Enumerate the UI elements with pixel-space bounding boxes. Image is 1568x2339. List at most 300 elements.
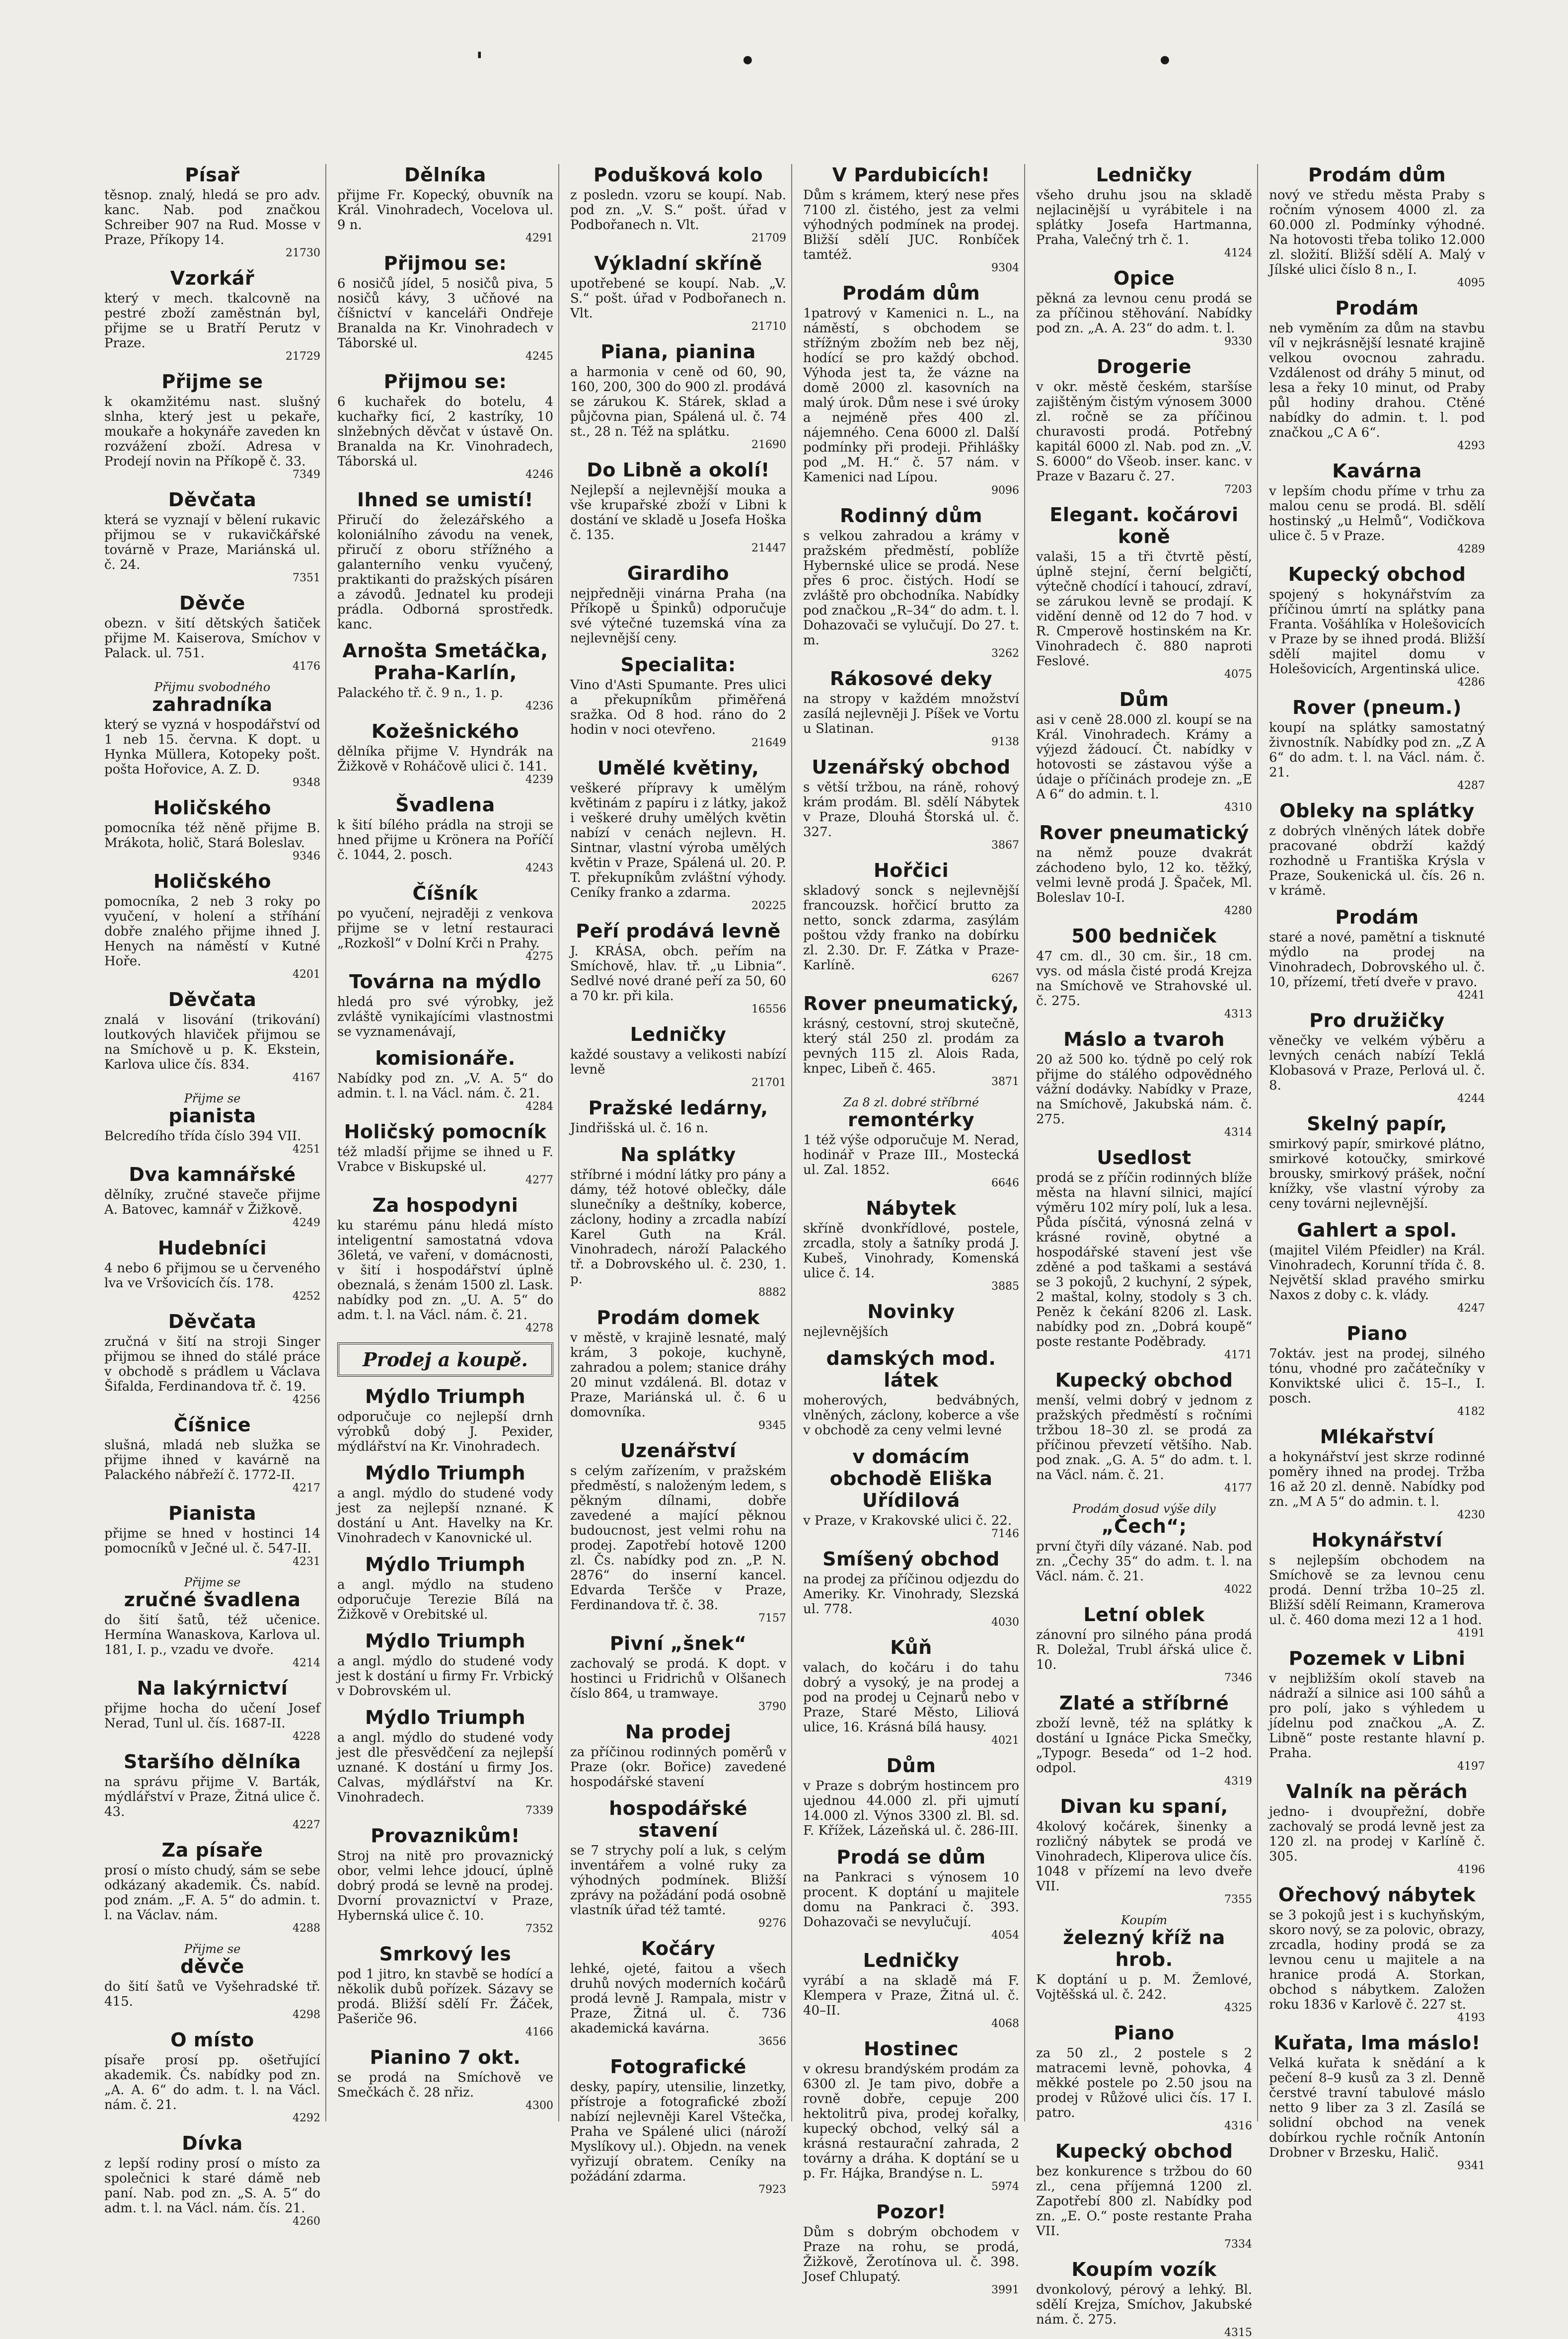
ad-title: Piano — [1114, 2022, 1175, 2044]
classified-ad — [1269, 1219, 1485, 1315]
ad-number: 3867 — [991, 839, 1019, 852]
ad-body: na stropy v každém množství zasílá nejlevněji J. Píšek ve Vortu u Slatinan. — [803, 692, 1019, 736]
ad-title: remontérky — [848, 1109, 974, 1131]
ad-body: menší, velmi dobrý v jednom z pražských předměstí s ročními tržbou 18–30 zl. se prodá za příčinou převzetí většího. Nab. pod znak. „G. A. 5“ do adm. t. l. na Václ. nám. č. 21. — [1036, 1393, 1252, 1482]
ad-body: vyrábí a na skladě má F. Klempera v Praze, Žitná ul. č. 40–II. — [803, 1973, 1019, 2018]
ad-title: Rover pneumatický, — [803, 993, 1019, 1014]
classified-ad — [104, 1576, 320, 1669]
classified-ad — [337, 640, 553, 712]
ad-number: 4193 — [1457, 2012, 1485, 2024]
ad-body: valach, do kočáru i do tahu dobrý a vysoký, je na prodej a pod na prodej u Cejnarů nebo v Praze, Staré Město, Liliová ulice, 16. Krásná bílá hausy. — [803, 1660, 1019, 1735]
ad-number: 4095 — [1457, 277, 1485, 289]
ad-body: dvonkolový, pérový a lehký. Bl. sdělí Krejza, Smíchov, Jakubské nám. č. 275. — [1036, 2282, 1252, 2327]
ad-body: Velká kuřata k snědání a k pečení 8–9 kusů za 3 zl. Denně čerstvé travní tabulové máslo netto 9 liber za 3 zl. Zasílá se solidní obchod na venek dobírkou rychle ročník Antonín Drobner v Brzesku, Halič. — [1269, 2056, 1485, 2160]
classified-ad — [337, 1630, 553, 1699]
ad-body: s celým zařízením, v pražském předměstí, s naloženým ledem, s pěkným dílnami, dobře zavedené a mající pěknou budoucnost, jest velmi rohu na prodej. Zapotřebí hotově 1200 zl. Čs. nabídky pod zn. „P. N. 2876“ do inserní kancel. Edvarda Teršče v Praze, Ferdinandova tř. č. 38. — [570, 1464, 786, 1613]
ad-number: 21729 — [286, 350, 320, 363]
ad-body: desky, papíry, utensilie, linzetky, přístroje a fotografické zboží nabízí nejlevněji Karel Vštečka, Praha ve Spálené ulici (nároží Myslíkovy ul.). Objedn. na venek vyřizují obratem. Ceníky na požádání zdarma. — [570, 2080, 786, 2184]
ad-body: dělníky, zručné staveče přijme A. Batovec, kamnář v Žižkově. — [104, 1187, 320, 1217]
ad-number: 3790 — [758, 1701, 786, 1713]
ad-number: 4022 — [1224, 1583, 1252, 1596]
classified-ad — [803, 1755, 1019, 1838]
ad-title: Prodám — [1335, 906, 1419, 928]
ad-title: Piana, pianina — [600, 341, 756, 363]
ad-kicker: Přijme se — [184, 1575, 241, 1589]
classified-ad — [1269, 1323, 1485, 1418]
ad-title: Kuřata, lma máslo! — [1273, 2032, 1481, 2054]
ad-number: 9341 — [1457, 2160, 1485, 2172]
ad-title: Továrna na mýdlo — [349, 971, 541, 993]
classified-ad — [104, 1311, 320, 1406]
ad-number: 7355 — [1224, 1893, 1252, 1906]
ad-title: Mýdlo Triumph — [365, 1386, 526, 1407]
ad-title: Dívka — [182, 2132, 243, 2154]
classified-ad — [337, 1554, 553, 1622]
ad-number: 9346 — [293, 850, 320, 862]
classified-ad — [104, 1164, 320, 1229]
ad-title: Provaznikům! — [371, 1825, 520, 1847]
top-mark-center: • — [740, 47, 755, 75]
ad-title: Kupecký obchod — [1055, 1369, 1233, 1391]
ad-title: Dělníka — [404, 164, 486, 186]
classified-ad — [1036, 1028, 1252, 1139]
ad-number: 4313 — [1224, 1008, 1252, 1020]
ad-body: a angl. mýdlo do studené vody jest k dostání u firmy Fr. Vrbický v Dobrovském ul. — [337, 1654, 553, 1699]
classified-ad — [1036, 1604, 1252, 1684]
ad-body: nejlevnějších — [803, 1325, 889, 1339]
ad-number: 4176 — [293, 660, 320, 673]
ad-title: Arnošta Smetáčka, Praha-Karlín, — [342, 640, 548, 684]
ad-number: 4284 — [525, 1100, 553, 1113]
ad-body: též mladší přijme se ihned u F. Vrabce v Biskupské ul. — [337, 1145, 553, 1174]
ad-number: 4249 — [293, 1217, 320, 1229]
ad-number: 4241 — [1457, 989, 1485, 1002]
ad-number: 21447 — [751, 542, 786, 554]
classified-ad — [1036, 2022, 1252, 2132]
ad-title: Rover (pneum.) — [1292, 697, 1462, 718]
classified-ad — [803, 1347, 1019, 1438]
classified-ad — [1036, 164, 1252, 259]
ad-number: 7346 — [1224, 1672, 1252, 1684]
classified-ad — [1269, 1113, 1485, 1211]
ad-title: Specialita: — [620, 654, 736, 676]
ad-title: Ledničky — [863, 1949, 960, 1971]
ad-title: Usedlost — [1097, 1147, 1192, 1169]
classified-ad — [337, 1047, 553, 1113]
ad-body: na prodej za příčinou odjezdu do Ameriky. Kr. Vinohrady, Slezská ul. 778. — [803, 1572, 1019, 1617]
ad-title: Přijme se — [161, 371, 263, 392]
ad-number: 4166 — [525, 2026, 553, 2038]
classified-ad — [803, 1637, 1019, 1747]
classified-ad — [104, 1092, 320, 1156]
ad-number: 4245 — [525, 350, 553, 363]
ad-title: Na lakýrnictví — [137, 1677, 288, 1699]
classified-ad — [803, 1446, 1019, 1540]
ad-body: bez konkurence s tržbou do 60 zl., cena příjemná 1200 zl. Zapotřebí 800 zl. Nabídky pod zn. „E. O.“ poste restante Praha VII. — [1036, 2164, 1252, 2239]
ad-body: v nejbližším okolí staveb na nádraží a silnice asi 100 sáhů a pro polí, jako s výhledem u jídelnu pod značkou „A. Z. Libně“ poste restante hlavní p. Praha. — [1269, 1671, 1485, 1761]
ad-title: Ledničky — [1096, 164, 1193, 186]
ad-number: 4075 — [1224, 668, 1252, 681]
classified-ad — [1269, 1529, 1485, 1639]
ad-number: 3262 — [991, 647, 1019, 660]
ad-body: na správu přijme V. Barták, mýdlářství v Praze, Žitná ulice č. 43. — [104, 1775, 320, 1819]
ad-number: 4260 — [293, 2215, 320, 2228]
ad-title: Smíšený obchod — [822, 1548, 1000, 1570]
ad-title: Mýdlo Triumph — [365, 1554, 526, 1575]
ad-body: Jindřišská ul. č. 16 n. — [570, 1121, 709, 1136]
ad-title: Rover pneumatický — [1039, 822, 1249, 844]
ad-title: O místo — [170, 2029, 254, 2051]
ad-title: 500 bedniček — [1071, 925, 1217, 947]
ad-title: Prodám dům — [842, 282, 980, 304]
ad-number: 4124 — [1224, 247, 1252, 259]
classified-ad — [337, 1825, 553, 1935]
ad-body: K doptání u p. M. Žemlové, Vojtěšská ul. č. 242. — [1036, 1972, 1252, 2002]
ad-title: Mýdlo Triumph — [365, 1707, 526, 1728]
ad-body: zručná v šití na stroji Singer přijmou se ihned do stálé práce v obchodě s prádlem u Václava Šifalda, Ferdinandova tř. č. 19. — [104, 1334, 320, 1394]
ad-body: v Praze s dobrým hostincem pro ujednou 44.000 zl. při ujmutí 14.000 zl. Výnos 3300 zl. Bl. sd. F. Křížek, Lázeňská ul. č. 286-III. — [803, 1779, 1019, 1838]
classified-ad — [104, 1839, 320, 1935]
ad-title: Rodinný dům — [839, 505, 983, 527]
ad-body: který v mech. tkalcovně na pestré zboží zaměstnán byl, přijme se u Bratří Perutz v Praze. — [104, 291, 320, 351]
ad-body: smirkový papír, smirkové plátno, smirkové kotoučky, smirkové brousky, smirkový prášek, noční knížky, vše vlastní výroby za ceny továrni nejlevnější. — [1269, 1137, 1485, 1211]
ad-body: 6 nosičů jídel, 5 nosičů piva, 5 nosičů kávy, 3 učňové na číšnictví v kanceláři Ondřeje Branalda na Kr. Vinohradech v Táborské ul. — [337, 276, 553, 351]
ad-number: 4293 — [1457, 440, 1485, 452]
ad-body: přijme Fr. Kopecký, obuvník na Král. Vinohradech, Vocelova ul. 9 n. — [337, 188, 553, 233]
ad-title: Kůň — [890, 1637, 932, 1658]
ad-body: Stroj na nitě pro provaznický obor, velmi lehce jdoucí, úplně dobrý prodá se levně na prodej. Dvorní provaznictví v Praze, Hybernská ulice č. 10. — [337, 1849, 553, 1923]
ad-number: 4191 — [1457, 1627, 1485, 1639]
ad-title: Uzenářský obchod — [812, 756, 1011, 778]
ad-number: 4214 — [293, 1657, 320, 1669]
ad-number: 4217 — [293, 1482, 320, 1494]
classified-ad — [1269, 697, 1485, 792]
ad-title: Dům — [886, 1755, 936, 1777]
classified-ad — [1036, 267, 1252, 348]
classified-ad — [1269, 1647, 1485, 1773]
ad-title: Na prodej — [625, 1721, 732, 1743]
ad-body: staré a nové, pamětní a tisknuté mýdlo na prodej na Vinohradech, Dobrovského ul. č. 10, přízemí, třetí dveře v pravo. — [1269, 930, 1485, 990]
ad-title: Valník na pěrách — [1286, 1781, 1468, 1802]
ad-number: 3885 — [991, 1280, 1019, 1293]
ad-title: Mýdlo Triumph — [365, 1462, 526, 1484]
ad-title: Kupecký obchod — [1055, 2140, 1233, 2162]
classified-ad — [1269, 297, 1485, 452]
ad-number: 9276 — [758, 1917, 786, 1930]
classified-ad — [803, 1548, 1019, 1629]
ad-title: Umělé květiny, — [597, 757, 759, 779]
ad-title: Hokynářství — [1311, 1529, 1443, 1551]
ad-number: 21649 — [751, 737, 786, 749]
ad-number: 21730 — [286, 247, 320, 259]
classified-ad — [337, 882, 553, 963]
classified-ad — [570, 252, 786, 333]
ad-body: zánovní pro silného pána prodá R. Doležal, Trubl ářská ulice č. 10. — [1036, 1628, 1252, 1672]
ad-number: 21710 — [751, 320, 786, 333]
ad-body: 6 kuchařek do botelu, 4 kuchařky ficí, 2 kastríky, 10 slnžebných děvčat v ústavě On. Branalda na Kr. Vinohradech, Táborská ul. — [337, 394, 553, 469]
ad-number: 4277 — [525, 1174, 553, 1186]
classified-ad — [337, 1707, 553, 1817]
classified-ad — [570, 1440, 786, 1625]
classified-ad — [104, 1751, 320, 1831]
ad-body: se 7 strychy polí a luk, s celým inventářem a volné ruky za výhodných podmínek. Bližší zprávy na požádání podá osobně vlastník úřad též tamté. — [570, 1843, 786, 1918]
ad-body: za příčinou rodinných poměrů v Praze (okr. Bořice) zavedené hospodářské stavení — [570, 1745, 786, 1790]
classified-ad — [1036, 1147, 1252, 1361]
ad-title: Staršího dělníka — [124, 1751, 301, 1773]
ad-body: ku starému pánu hledá místo inteligentní samostatná vdova 36letá, ve vaření, v domácnosti, v šití i hospodářství úplně obeznalá, s ženám 1500 zl. Lask. nabídky pod zn. „U. A. 5“ do adm. t. l. na Václ. nám. č. 21. — [337, 1218, 553, 1323]
ad-kicker: Přijme se — [184, 1942, 241, 1956]
classified-ad — [570, 1144, 786, 1299]
ad-body: skladový sonck s nejlevnější francouzsk. hořčicí brutto za netto, sonck zdarma, zasýlám poštou vždy franko na dobírku zl. 2.30. Dr. F. Zátka v Praze-Karlíně. — [803, 883, 1019, 973]
ad-number: 4021 — [991, 1734, 1019, 1747]
ad-title: Přijmou se: — [383, 371, 507, 392]
ad-body: který se vyzná v hospodářství od 1 neb 15. června. K dopt. u Hynka Müllera, Kotopeky pošt. pošta Hořovice, A. Z. D. — [104, 717, 320, 777]
ad-number: 4054 — [991, 1929, 1019, 1942]
ad-body: asi v ceně 28.000 zl. koupí se na Král. Vinohradech. Krámy a výjezd žádoucí. Čt. nabídky v hotovosti se zástavou výše a údaje o příčinách prodeje zn. „E A 6“ do admin. t. l. — [1036, 712, 1252, 802]
classified-ad — [1269, 800, 1485, 898]
ad-column — [1264, 164, 1490, 2172]
ad-title: Holičského — [153, 870, 272, 892]
classified-ad — [104, 989, 320, 1084]
classified-page — [99, 164, 1490, 2339]
classified-ad — [803, 282, 1019, 497]
ad-body: pomocníka též něně přijme B. Mrákota, holič, Stará Boleslav. — [104, 821, 320, 851]
ad-number: 4287 — [1457, 780, 1485, 792]
ad-number: 4314 — [1224, 1126, 1252, 1139]
classified-ad — [337, 1121, 553, 1186]
ad-title: Prodám — [1335, 297, 1419, 319]
ad-number: 4300 — [525, 2100, 553, 2112]
ad-number: 7203 — [1224, 483, 1252, 496]
ad-title: Hořčici — [873, 859, 949, 881]
ad-number: 7339 — [525, 1804, 553, 1817]
ad-number: 4319 — [1224, 1775, 1252, 1788]
ad-number: 4243 — [525, 862, 553, 874]
classified-ad — [570, 920, 786, 1015]
ad-body: Belcredího třída číslo 394 VII. — [104, 1129, 301, 1144]
ad-number: 9138 — [991, 736, 1019, 748]
ad-body: neb vyměním za dům na stavbu víl v nejkrásnější lesnaté krajině velkou ovocnou zahradu. Vzdálenost od dráhy 5 minut, od lesa a řeky 10 minut, od Praby půl hodiny drahou. Ctěné nabídky do admin. t. l. pod značkou „C A 6“. — [1269, 321, 1485, 440]
ad-body: na Pankraci s výnosem 10 procent. K doptání u majitele domu na Pankraci č. 393. Dohazovači se nevylučují. — [803, 1870, 1019, 1930]
ad-body: 7oktáv. jest na prodej, silného tónu, vhodné pro začátečníky v Konviktské ulici č. 15–I., I. posch. — [1269, 1346, 1485, 1406]
ad-kicker: Za 8 zl. dobré stříbrné — [843, 1095, 979, 1109]
ad-number: 4246 — [525, 468, 553, 481]
ad-body: a angl. mýdlo do studené vody jest za nejlepší nznané. K dostání u Ant. Havelky na Kr. Vinohradech v Kanovnické ul. — [337, 1486, 553, 1546]
ad-title: Děvčata — [168, 1311, 257, 1332]
ad-title: V Pardubicích! — [832, 164, 990, 186]
classified-ad — [1036, 2259, 1252, 2339]
ad-number: 9348 — [293, 777, 320, 789]
ad-title: Výkladní skříně — [594, 252, 762, 274]
ad-body: po vyučení, nejraději z venkova přijme se v letní restauraci „Rozkošl“ v Dolní Krči n Prahy. — [337, 906, 553, 951]
ad-number: 4239 — [525, 774, 553, 786]
ad-body: Nabídky pod zn. „V. A. 5“ do admin. t. l. na Václ. nám. č. 21. — [337, 1071, 553, 1101]
ad-body: v městě, v krajině lesnaté, malý krám, 3 pokoje, kuchyně, zahradou a polem; stanice dráhy 20 minut vzdálená. Bl. dotaz v Praze, Mariánská ul. č. 6 u domovníka. — [570, 1330, 786, 1420]
ad-title: Ihned se umistí! — [357, 489, 533, 511]
ad-body: na němž pouze dvakrát záchodeno bylo, 12 ko. těžký, velmi levně prodá J. Špaček, Ml. Boleslav 10-I. — [1036, 846, 1252, 905]
ad-body: 20 až 500 ko. týdně po celý rok přijme do stálého odpovědného vážní dodávky. Nabídky v Praze, na Smíchově, Jakubská nám. č. 275. — [1036, 1052, 1252, 1127]
ad-title: Číšnice — [173, 1414, 251, 1436]
ad-body: se prodá na Smíchově ve Smečkách č. 28 nřiz. — [337, 2070, 553, 2100]
classified-ad — [803, 1096, 1019, 1189]
ad-body: z dobrých vlněných látek dobře pracované obdrží každý rozhodně u Františka Krýsla v Praze, Soukenická ul. čís. 26 n. v krámě. — [1269, 824, 1485, 898]
ad-body: (majitel Vilém Pfeidler) na Král. Vinohradech, Korunní třída č. 8. Největší sklad pravého smirku Naxos z doby c. k. vlády. — [1269, 1243, 1485, 1303]
ad-number: 3871 — [991, 1076, 1019, 1088]
ad-title: Kočáry — [641, 1938, 716, 1959]
top-mark-right: • — [1157, 47, 1173, 75]
ad-kicker: Přijme se — [184, 1092, 241, 1105]
classified-ad — [104, 2132, 320, 2228]
ad-title: Švadlena — [395, 794, 495, 816]
ad-title: Máslo a tvaroh — [1063, 1028, 1225, 1050]
ad-number: 3991 — [991, 2284, 1019, 2296]
ad-number: 7334 — [1224, 2238, 1252, 2251]
ad-title: zahradníka — [152, 694, 273, 715]
classified-ad — [1269, 906, 1485, 1002]
ad-body: a hokynářství jest skrze rodinné poměry ihned na prodej. Tržba 16 až 20 zl. denně. Nabídky pod zn. „M A 5“ do admin. t. l. — [1269, 1450, 1485, 1509]
classified-ad — [104, 870, 320, 981]
ad-number: 9304 — [991, 262, 1019, 274]
ad-body: a angl. mýdlo na studeno odporučuje Terezie Bílá na Žižkově v Orebitské ul. — [337, 1577, 553, 1622]
classified-ad — [1269, 164, 1485, 289]
ad-body: pěkná za levnou cenu prodá se za příčinou stěhování. Nabídky pod zn. „A. A. 23“ do adm. t. l. — [1036, 291, 1252, 336]
classified-ad — [803, 1197, 1019, 1293]
ad-number: 4228 — [293, 1730, 320, 1743]
ad-number: 4251 — [293, 1143, 320, 1156]
classified-ad — [803, 1301, 1019, 1339]
ad-title: Děvče — [179, 592, 245, 614]
ad-title: v domácím obchodě Eliška Uřídilová — [829, 1446, 993, 1511]
ad-title: Podušková kolo — [593, 164, 763, 186]
top-mark-left: ' — [476, 47, 483, 75]
ad-body: za 50 zl., 2 postele s 2 matracemi levně, pohovka, 4 měkké postele po 2.50 jsou na prodej v Růžové ulici čís. 17 I. patro. — [1036, 2046, 1252, 2120]
ad-number: 4315 — [1224, 2327, 1252, 2339]
ad-number: 4289 — [1457, 543, 1485, 555]
classified-ad — [104, 371, 320, 481]
ad-title: Ořechový nábytek — [1278, 1884, 1476, 1906]
ad-body: pod 1 jitro, kn stavbě se hodící a několik dubů pořízek. Sázavy se prodá. Bližší sdělí Fr. Žáček, Pašeriče 96. — [337, 1967, 553, 2027]
classified-ad — [337, 371, 553, 481]
ad-title: Dům — [1119, 689, 1169, 710]
ad-title: Písař — [185, 164, 240, 186]
classified-ad — [570, 2056, 786, 2196]
classified-ad — [570, 1797, 786, 1930]
ad-title: Holičského — [153, 797, 272, 819]
ad-title: Za písaře — [161, 1839, 263, 1861]
ad-title: Holičský pomocník — [344, 1121, 547, 1143]
ad-body: veškeré přípravy k umělým květinám z papíru i z látky, jakož i veškeré druhy umělých květin nabízí v cenách nejlevn. H. Sintnar, vlastní výroba umělých květin v Praze, Spálená ul. 20. P. T. překupníkům zvláštní výhody. Ceníky franko a zdarma. — [570, 781, 786, 900]
ad-kicker: Prodám dosud výše dily — [1072, 1502, 1216, 1516]
ad-title: zručné švadlena — [124, 1589, 301, 1611]
ad-number: 9330 — [1224, 335, 1252, 348]
classified-ad — [570, 1938, 786, 2048]
ad-body: obezn. v šití dětských šatiček přijme M. Kaiserova, Smíchov v Palack. ul. 751. — [104, 616, 320, 661]
ad-title: Do Libně a okolí! — [587, 459, 770, 481]
ad-body: 47 cm. dl., 30 cm. šir., 18 cm. vys. od másla čisté prodá Krejza na Smíchově ve Strahovské ul. č. 275. — [1036, 949, 1252, 1009]
ad-body: krásný, cestovní, stroj skutečně, který stál 250 zl. prodám za pevných 115 zl. Alois Rada, knpec, Libeň č. 465. — [803, 1016, 1019, 1076]
ad-body: v okresu brandýském prodám za 6300 zl. Je tam pivo, dobře a rovně dobře, cepuje 200 hektolitrů piva, prodej kořalky, kupecký obchod, velký sál a krásná restaurační zahrada, 2 továrny a dráha. K doptání se u p. Fr. Hájka, Brandýse n. L. — [803, 2062, 1019, 2181]
ad-body: věnečky ve velkém výběru a levných cenách nabízí Teklá Klobasová v Praze, Perlová ul. č. 8. — [1269, 1033, 1485, 1093]
ad-number: 6646 — [991, 1177, 1019, 1189]
ad-title: Kupecký obchod — [1288, 563, 1466, 585]
ad-body: z lepší rodiny prosí o místo za společnici k staré dámě neb paní. Nab. pod zn. „S. A. 5“ do adm. t. l. na Václ. nám. čís. 21. — [104, 2156, 320, 2216]
ad-body: Dům s dobrým obchodem v Praze na rohu, se prodá, Žižkově, Žerotínova ul. č. 398. Josef Chlupatý. — [803, 2225, 1019, 2284]
ad-body: v lepším chodu příme v trhu za malou cenu se prodá. Bl. sdělí hostinský „u Helmů“, Vodičkova ulice č. 5 v Praze. — [1269, 484, 1485, 544]
classified-ad — [803, 164, 1019, 274]
ad-body: spojený s hokynářstvím za příčinou úmrtí na splátky pana Franta. Vošáhlíka v Holešovicích v Praze by se ihned prodá. Bližší sdělí majitel domu v Holešovicích, Argentinská ulice. — [1269, 587, 1485, 677]
ad-number: 4247 — [1457, 1302, 1485, 1315]
ad-number: 4068 — [991, 2018, 1019, 2030]
ad-title: Pianista — [168, 1502, 257, 1524]
ad-body: prodá se z příčin rodinných blíže města na hlavní silnici, mající výměru 102 míry polí, luk a lesa. Půda písčitá, výnosná zelná v krásné rovině, obytné a hospodářské stavení jest vše zděné a pod taškami a sestává se 3 pokojů, 2 kuchyní, 2 sýpek, 2 maštal, kolny, stodoly s 3 ch. Peněz k čekání 8206 zl. Lask. nabídky pod zn. „Dobrá koupě“ poste restante Poděbrady. — [1036, 1170, 1252, 1349]
classified-ad — [1036, 1369, 1252, 1494]
ad-title: Girardiho — [627, 562, 730, 584]
ad-title: Vzorkář — [170, 267, 255, 289]
ad-number: 7923 — [758, 2183, 786, 2196]
ad-title: Zlaté a stříbrné — [1059, 1692, 1229, 1714]
ad-body: Vino d'Asti Spumante. Pres ulici a překupníkům přiměřená sražka. Od 8 hod. ráno do 2 hodin v noci otevřeno. — [570, 678, 786, 737]
ad-number: 7157 — [758, 1612, 786, 1625]
classified-ad — [104, 267, 320, 363]
classified-ad — [570, 1097, 786, 1136]
ad-body: do šití šatů, též učenice. Hermína Wanaskova, Karlova ul. 181, I. p., vzadu ve dvoře. — [104, 1613, 320, 1657]
classified-ad — [104, 489, 320, 584]
classified-ad — [570, 1023, 786, 1089]
ad-number: 4201 — [293, 968, 320, 981]
classified-ad — [803, 756, 1019, 852]
ad-title: Prodám dům — [1308, 164, 1446, 186]
ad-body: v Praze, v Krakovské ulici č. 22. — [803, 1513, 1012, 1528]
ad-body: první čtyři díly vázané. Nab. pod zn. „Čechy 35“ do adm. t. l. na Václ. nám. č. 21. — [1036, 1539, 1252, 1584]
classified-ad — [1036, 2140, 1252, 2251]
ad-title: Kavárna — [1332, 460, 1422, 482]
classified-ad — [104, 592, 320, 673]
ad-kicker: Přijmu svobodného — [154, 680, 271, 694]
classified-ad — [570, 1307, 786, 1432]
ad-column — [565, 164, 792, 2196]
ad-body: prosí o místo chudý, sám se sebe odkázaný akademik. Čs. nabíd. pod znám. „F. A. 5“ do admin. t. l. na Václav. nám. — [104, 1863, 320, 1923]
ad-title: železný kříž na hrob. — [1063, 1927, 1225, 1970]
ad-number: 8882 — [758, 1286, 786, 1299]
ad-body: do šití šatů ve Vyšehradské tř. 415. — [104, 1979, 320, 2009]
classified-ad — [104, 164, 320, 259]
classified-ad — [1036, 925, 1252, 1020]
ad-body: se 3 pokojů jest i s kuchyňským, skoro nový, se za polovic, obrazy, zrcadla, hodiny prodá se za levnou cenu u majitele a na hranice prodá A. Storkan, obchod s nábytkem. Založen roku 1836 v Karlově č. 227 st. — [1269, 1908, 1485, 2012]
ad-title: Smrkový les — [379, 1943, 512, 1965]
ad-title: Drogerie — [1097, 356, 1192, 378]
ad-body: těsnop. znalý, hledá se pro adv. kanc. Nab. pod značkou Schreiber 907 na Rud. Mosse v Praze, Příkopy 14. — [104, 188, 320, 247]
ad-number: 21709 — [751, 232, 786, 244]
ad-number: 4310 — [1224, 801, 1252, 814]
ad-column — [332, 164, 559, 2121]
ad-body: všeho druhu jsou na skladě nejlacinější u vyrábitele i na splátky Josefa Hartmanna, Praha, Valečný trh č. 1. — [1036, 188, 1252, 247]
classified-ad — [1036, 1502, 1252, 1596]
classified-ad — [803, 1846, 1019, 1942]
ad-number: 7349 — [293, 468, 320, 481]
ad-title: Divan ku spaní, — [1060, 1795, 1228, 1817]
classified-ad — [570, 164, 786, 244]
classified-ad — [337, 1194, 553, 1334]
ad-number: 4177 — [1224, 1482, 1252, 1494]
classified-ad — [337, 1943, 553, 2038]
ad-body: 1 též výše odporučuje M. Nerad, hodinář v Praze III., Mostecká ul. Zal. 1852. — [803, 1133, 1019, 1177]
ad-title: komisionáře. — [375, 1047, 516, 1069]
ad-title: Pivní „šnek“ — [609, 1633, 747, 1654]
ad-title: Koupím vozík — [1071, 2259, 1217, 2280]
ad-number: 21690 — [751, 439, 786, 451]
ad-number: 9345 — [758, 1419, 786, 1432]
ad-body: Palackého tř. č. 9 n., 1. p. — [337, 686, 503, 701]
